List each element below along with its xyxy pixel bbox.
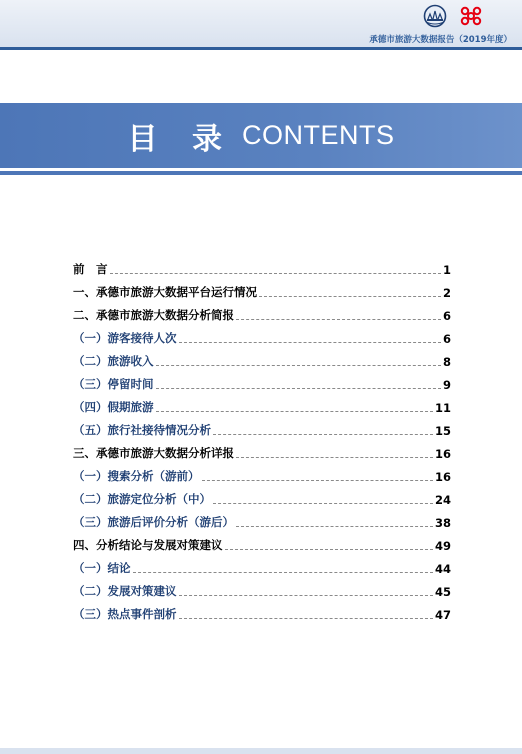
toc-entry[interactable] [73, 392, 451, 415]
toc-entry-page-number: 11 [434, 401, 451, 415]
toc-leader-dots [213, 433, 433, 435]
toc-entry-label: （二）发展对策建议 [73, 584, 177, 598]
header-rule [0, 47, 522, 50]
toc-entry-label: （一）游客接待人次 [73, 331, 177, 345]
toc-leader-dots [156, 410, 433, 412]
toc-entry[interactable] [73, 323, 451, 346]
toc-entry[interactable] [73, 277, 451, 300]
toc-entry-label: 一、承德市旅游大数据平台运行情况 [73, 285, 257, 299]
toc-entry[interactable] [73, 599, 451, 622]
toc-entry-page-number: 38 [434, 516, 451, 530]
toc-leader-dots [179, 341, 441, 343]
toc-entry[interactable] [73, 576, 451, 599]
toc-leader-dots [202, 479, 433, 481]
toc-entry[interactable] [73, 507, 451, 530]
report-title: 承德市旅游大数据报告（2019年度） [369, 35, 512, 45]
toc-entry[interactable] [73, 415, 451, 438]
toc-entry-label: （三）停留时间 [73, 377, 154, 391]
toc-entry[interactable] [73, 346, 451, 369]
toc-leader-dots [110, 272, 441, 274]
toc-entry-page-number: 1 [442, 263, 451, 277]
toc-entry-label: （一）结论 [73, 561, 131, 575]
toc-entry[interactable] [73, 369, 451, 392]
toc-leader-dots [156, 387, 441, 389]
toc-entry-page-number: 44 [434, 562, 451, 576]
toc-entry-label: （三）旅游后评价分析（游后） [73, 515, 234, 529]
toc-entry-page-number: 6 [442, 309, 451, 323]
toc-entry[interactable] [73, 461, 451, 484]
toc-entry-page-number: 45 [434, 585, 451, 599]
toc-leader-dots [179, 617, 433, 619]
banner-title-en: CONTENTS [241, 120, 395, 150]
toc-entry-page-number: 24 [434, 493, 451, 507]
toc-entry-page-number: 16 [434, 470, 451, 484]
toc-leader-dots [236, 318, 441, 320]
toc-entry-page-number: 16 [434, 447, 451, 461]
toc-leader-dots [133, 571, 433, 573]
toc-leader-dots [213, 502, 433, 504]
toc-entry-label: 二、承德市旅游大数据分析简报 [73, 308, 234, 322]
toc-entry-label: （二）旅游收入 [73, 354, 154, 368]
china-unicom-logo-icon [455, 4, 487, 28]
toc-entry[interactable] [73, 553, 451, 576]
toc-leader-dots [225, 548, 433, 550]
toc-entry[interactable] [73, 254, 451, 277]
toc-entry-label: 四、分析结论与发展对策建议 [73, 538, 223, 552]
page-footer [0, 748, 522, 754]
toc-entry-label: （五）旅行社接待情况分析 [73, 423, 211, 437]
toc-entry-label: （四）假期旅游 [73, 400, 154, 414]
toc-entry[interactable] [73, 484, 451, 507]
toc-entry-label: 三、承德市旅游大数据分析详报 [73, 446, 234, 460]
toc-entry-page-number: 49 [434, 539, 451, 553]
toc-leader-dots [259, 295, 441, 297]
city-emblem-icon [420, 4, 450, 28]
toc-entry-page-number: 6 [442, 332, 451, 346]
banner-underline [0, 171, 522, 175]
toc-entry-label: 前 言 [73, 262, 108, 276]
toc-entry-label: （一）搜索分析（游前） [73, 469, 200, 483]
toc-entry-label: （三）热点事件剖析 [73, 607, 177, 621]
toc-leader-dots [236, 456, 433, 458]
toc-entry-page-number: 15 [434, 424, 451, 438]
toc-entry[interactable] [73, 530, 451, 553]
toc-entry-label: （二）旅游定位分析（中） [73, 492, 211, 506]
toc-entry[interactable] [73, 300, 451, 323]
toc-leader-dots [156, 364, 441, 366]
toc-entry-page-number: 47 [434, 608, 451, 622]
table-of-contents [73, 254, 451, 622]
toc-entry-page-number: 2 [442, 286, 451, 300]
toc-entry-page-number: 9 [442, 378, 451, 392]
toc-leader-dots [179, 594, 433, 596]
toc-entry-page-number: 8 [442, 355, 451, 369]
toc-leader-dots [236, 525, 433, 527]
toc-entry[interactable] [73, 438, 451, 461]
banner-title-cn: 目 录 [127, 121, 234, 157]
contents-banner [0, 103, 522, 168]
